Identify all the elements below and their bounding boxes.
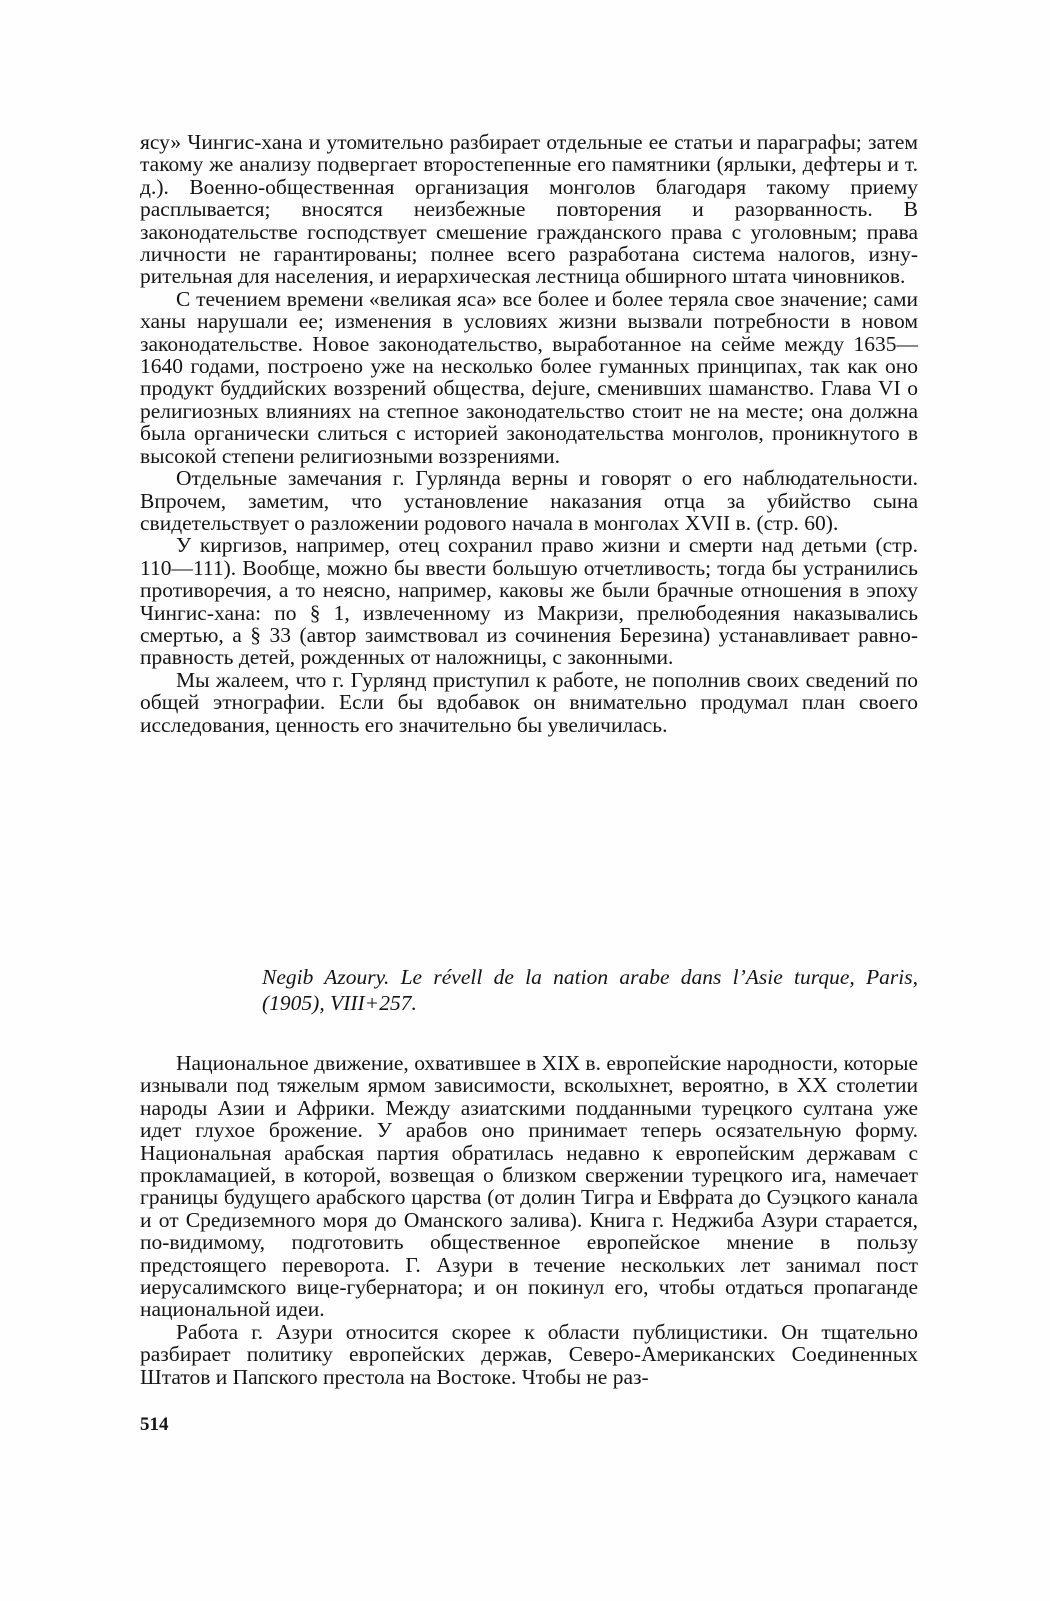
- page-number: 514: [140, 1414, 169, 1435]
- paragraph: Национальное движение, охватившее в XIX в. европейские народности, которые изнывали под тяжелым ярмом зависимости, всколыхнет, вероятно, в XX столетии народы Азии и Африки. Между азиатскими подданными турецкого султана уже идет глухое брожение. У арабов оно принимает теперь осязательную форму. Национальная арабская партия обратилась недавно к европейским державам с прокламацией, в которой, возвещая о близком свержении турецкого ига, намечает границы будущего арабского царства (от долин Тигра и Евфрата до Суэцкого канала и от Средиземного моря до Оманского залива). Книга г. Неджиба Азури старается, по-видимому, подготовить общественное европейское мнение в пользу предстоящего переворота. Г. Азури в течение нескольких лет занимал пост иерусалимского вице-губернатора; и он покинул его, чтобы отдаться пропаганде национальной идеи.: [140, 1051, 918, 1322]
- paragraph: С течением времени «великая яса» все более и более теряла свое значение; сами ханы нарушали ее; изменения в условиях жизни вызвали потребности в новом законодательстве. Новое законодательство, выработанное на сейме между 1635—1640 годами, построено уже на несколько более гуманных принципах, так как оно продукт буддийских воззрений общества, dejure, сменивших шаманство. Глава VI о религиозных влияниях на степное законодательство стоит не на месте; она должна была органически слиться с историей законодательства монголов, проникнутого в высокой степени религиозными воззрениями.: [140, 286, 918, 468]
- paragraph: У киргизов, например, отец сохранил право жизни и смерти над детьми (стр. 110—111). Вообще, можно бы ввести большую отчетливость; тогда бы устранились противоречия, а то неясно, например, каковы же были брачные отношения в эпоху Чингис-хана: по § 1, извлеченному из Макризи, прелюбодеяния наказывались смертью, а § 33 (автор заимствовал из сочинения Березина) устанавливает равноправность детей, рожденных от наложницы, с законными.: [140, 533, 918, 670]
- review-continuation-text: [140, 131, 918, 736]
- review-heading: Negib Azoury. Le révell de la nation arabe dans l’Asie turque, Paris, (1905), VIII+257.: [262, 965, 918, 1015]
- paragraph: Работа г. Азури относится скорее к области публицистики. Он тщательно разбирает политику европейских держав, Северо-Американских Соединенных Штатов и Папского престола на Востоке. Чтобы не раз-: [140, 1319, 918, 1389]
- paragraph: ясу» Чингис-хана и утомительно разбирает отдельные ее статьи и параграфы; затем такому же анализу подвергает второстепенные его памятники (ярлыки, дефтеры и т. д.). Военно-общественная организация монголов благодаря такому приему расплывается; вносятся неизбежные повторения и разорванность. В законодательстве господствует смешение гражданского права с уголовным; права личности не гарантированы; полнее всего разработана система налогов, изнурительная для населения, и иерархическая лестница обширного штата чиновников.: [140, 130, 918, 289]
- paragraph: Мы жалеем, что г. Гурлянд приступил к работе, не пополнив своих сведений по общей этнографии. Если бы вдобавок он внимательно продумал план своего исследования, ценность его значительно бы увеличилась.: [140, 667, 918, 737]
- paragraph: Отдельные замечания г. Гурлянда верны и говорят о его наблюдательности. Впрочем, заметим, что установление наказания отца за убийство сына свидетельствует о разложении родового начала в монголах XVII в. (стр. 60).: [140, 466, 918, 535]
- review-body-text: [140, 1052, 918, 1388]
